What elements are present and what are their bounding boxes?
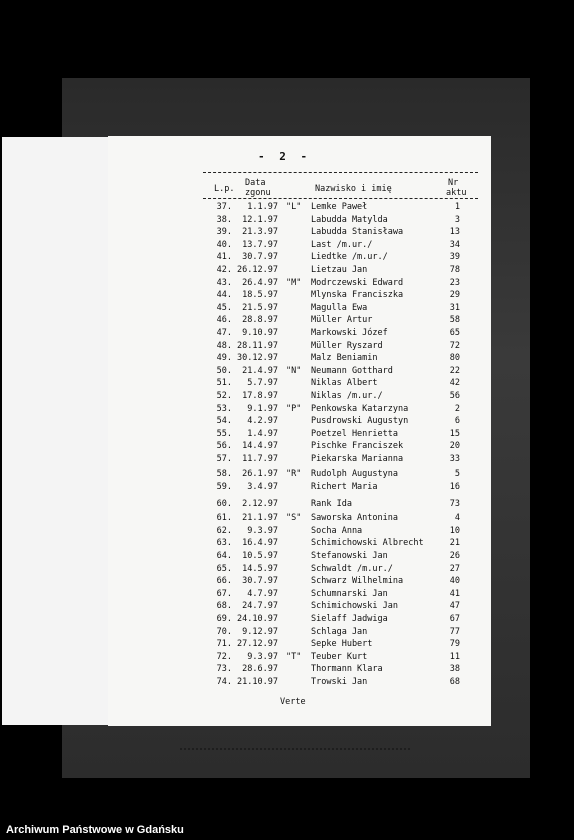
row-act-number: 38	[449, 664, 460, 675]
row-date: 14.4.97	[242, 441, 278, 452]
row-lp: 70.	[216, 626, 232, 637]
row-name: Rank Ida	[311, 498, 352, 509]
row-name: Sielaff Jadwiga	[311, 613, 388, 624]
row-name: Pischke Franciszek	[311, 441, 404, 452]
row-date: 4.7.97	[247, 588, 278, 599]
row-name: Schwarz Wilhelmina	[311, 576, 404, 587]
row-date: 3.4.97	[247, 482, 278, 493]
row-date: 16.4.97	[242, 538, 278, 549]
row-act-number: 27	[449, 563, 460, 574]
row-date: 5.7.97	[247, 378, 278, 389]
row-lp: 54.	[216, 416, 232, 427]
row-lp: 44.	[216, 290, 232, 301]
row-lp: 48.	[216, 340, 232, 351]
table-row	[108, 575, 491, 587]
row-name: Liedtke /m.ur./	[311, 252, 388, 263]
table-row	[108, 340, 491, 352]
row-name: Socha Anna	[311, 525, 363, 536]
row-section-letter: "T"	[286, 651, 302, 662]
header-date-line2: zgonu	[245, 188, 271, 198]
row-lp: 73.	[216, 664, 232, 675]
row-lp: 41.	[216, 252, 232, 263]
row-act-number: 10	[449, 525, 460, 536]
row-date: 24.7.97	[242, 601, 278, 612]
row-name: Schimichowski Albrecht	[311, 538, 424, 549]
table-row	[108, 512, 491, 524]
row-date: 24.10.97	[237, 613, 278, 624]
row-name: Trowski Jan	[311, 676, 368, 687]
row-act-number: 1	[454, 202, 460, 212]
row-date: 27.12.97	[237, 639, 278, 650]
row-act-number: 3	[454, 214, 460, 225]
row-name: Müller Artur	[311, 315, 373, 326]
row-lp: 67.	[216, 588, 232, 599]
table-row	[108, 277, 491, 289]
row-date: 30.12.97	[237, 353, 278, 364]
row-name: Poetzel Henrietta	[311, 428, 398, 439]
row-act-number: 42	[449, 378, 460, 389]
row-date: 1.1.97	[247, 202, 278, 212]
row-name: Piekarska Marianna	[311, 454, 404, 464]
row-lp: 42.	[216, 265, 232, 275]
row-section-letter: "N"	[286, 365, 302, 376]
row-name: Malz Beniamin	[311, 353, 378, 364]
row-act-number: 47	[449, 601, 460, 612]
row-date: 26.12.97	[237, 265, 278, 275]
row-act-number: 13	[449, 227, 460, 238]
table-row	[108, 638, 491, 650]
row-lp: 72.	[216, 651, 232, 662]
row-act-number: 34	[449, 239, 460, 250]
row-date: 28.8.97	[242, 315, 278, 326]
row-lp: 50.	[216, 365, 232, 376]
row-name: Sepke Hubert	[311, 639, 373, 650]
row-date: 17.8.97	[242, 391, 278, 401]
row-lp: 53.	[216, 403, 232, 414]
row-date: 13.7.97	[242, 239, 278, 250]
row-date: 30.7.97	[242, 576, 278, 587]
row-act-number: 40	[449, 576, 460, 587]
row-date: 21.10.97	[237, 676, 278, 687]
row-date: 12.1.97	[242, 214, 278, 225]
table-row	[108, 327, 491, 339]
archive-label: Archiwum Państwowe w Gdańsku	[6, 824, 184, 836]
row-name: Schimichowski Jan	[311, 601, 398, 612]
row-act-number: 33	[449, 454, 460, 464]
adjacent-page-strip	[2, 137, 110, 725]
row-name: Penkowska Katarzyna	[311, 403, 409, 414]
row-act-number: 26	[449, 550, 460, 561]
header-name: Nazwisko i imię	[315, 184, 392, 194]
row-section-letter: "S"	[286, 513, 302, 524]
row-name: Mlynska Franciszka	[311, 290, 404, 301]
table-row	[108, 600, 491, 612]
row-lp: 66.	[216, 576, 232, 587]
row-date: 14.5.97	[242, 563, 278, 574]
table-row	[108, 550, 491, 562]
row-lp: 55.	[216, 428, 232, 439]
row-section-letter: "P"	[286, 403, 302, 414]
row-date: 9.3.97	[247, 651, 278, 662]
row-lp: 65.	[216, 563, 232, 574]
row-date: 21.1.97	[242, 513, 278, 524]
row-act-number: 6	[454, 416, 460, 427]
row-name: Schumnarski Jan	[311, 588, 388, 599]
row-act-number: 23	[449, 277, 460, 288]
table-row	[108, 676, 491, 688]
table-row	[108, 651, 491, 663]
row-name: Schwaldt /m.ur./	[311, 563, 393, 574]
row-date: 26.4.97	[242, 277, 278, 288]
table-row	[108, 663, 491, 675]
row-lp: 39.	[216, 227, 232, 238]
table-row	[108, 377, 491, 389]
header-lp: L.p.	[214, 184, 235, 194]
row-date: 1.4.97	[247, 428, 278, 439]
row-section-letter: "L"	[286, 202, 302, 212]
table-row	[108, 468, 491, 480]
row-lp: 57.	[216, 454, 232, 464]
row-name: Neumann Gotthard	[311, 365, 393, 376]
row-name: Magulla Ewa	[311, 302, 368, 313]
verte-note: Verte	[280, 697, 306, 707]
table-row	[108, 440, 491, 452]
row-date: 26.1.97	[242, 468, 278, 479]
row-lp: 62.	[216, 525, 232, 536]
row-name: Pusdrowski Augustyn	[311, 416, 409, 427]
row-act-number: 79	[449, 639, 460, 650]
row-date: 9.12.97	[242, 626, 278, 637]
row-section-letter: "M"	[286, 277, 302, 288]
row-act-number: 4	[454, 513, 460, 524]
row-act-number: 78	[449, 265, 460, 275]
register-page	[108, 136, 491, 726]
table-row	[108, 588, 491, 600]
row-lp: 58.	[216, 468, 232, 479]
table-row	[108, 314, 491, 326]
row-act-number: 22	[449, 365, 460, 376]
row-lp: 63.	[216, 538, 232, 549]
row-act-number: 72	[449, 340, 460, 351]
table-row	[108, 201, 491, 213]
row-date: 21.4.97	[242, 365, 278, 376]
table-row	[108, 525, 491, 537]
row-act-number: 41	[449, 588, 460, 599]
row-act-number: 29	[449, 290, 460, 301]
row-lp: 56.	[216, 441, 232, 452]
table-row	[108, 428, 491, 440]
row-name: Saworska Antonina	[311, 513, 398, 524]
row-name: Niklas /m.ur./	[311, 391, 383, 401]
row-act-number: 11	[449, 651, 460, 662]
row-act-number: 15	[449, 428, 460, 439]
row-lp: 51.	[216, 378, 232, 389]
row-date: 21.5.97	[242, 302, 278, 313]
row-date: 18.5.97	[242, 290, 278, 301]
row-lp: 40.	[216, 239, 232, 250]
table-row	[108, 352, 491, 364]
row-lp: 68.	[216, 601, 232, 612]
row-date: 10.5.97	[242, 550, 278, 561]
table-row	[108, 563, 491, 575]
row-lp: 45.	[216, 302, 232, 313]
row-act-number: 21	[449, 538, 460, 549]
page-number: - 2 -	[258, 150, 312, 163]
row-act-number: 68	[449, 676, 460, 687]
row-date: 28.6.97	[242, 664, 278, 675]
table-row	[108, 390, 491, 402]
row-lp: 37.	[216, 202, 232, 212]
row-act-number: 31	[449, 302, 460, 313]
row-lp: 43.	[216, 277, 232, 288]
row-name: Lemke Paweł	[311, 202, 368, 212]
row-lp: 52.	[216, 391, 232, 401]
table-row	[108, 264, 491, 276]
table-row	[108, 214, 491, 226]
row-name: Labudda Matylda	[311, 214, 388, 225]
row-date: 11.7.97	[242, 454, 278, 464]
row-act-number: 56	[449, 391, 460, 401]
row-act-number: 16	[449, 482, 460, 493]
row-name: Last /m.ur./	[311, 239, 373, 250]
row-date: 2.12.97	[242, 498, 278, 509]
row-date: 9.10.97	[242, 328, 278, 338]
header-date-line1: Data	[245, 178, 266, 188]
row-date: 4.2.97	[247, 416, 278, 427]
row-act-number: 39	[449, 252, 460, 263]
row-lp: 47.	[216, 328, 232, 338]
row-name: Niklas Albert	[311, 378, 378, 389]
table-row	[108, 239, 491, 251]
row-lp: 69.	[216, 613, 232, 624]
row-lp: 64.	[216, 550, 232, 561]
table-row	[108, 626, 491, 638]
table-row	[108, 302, 491, 314]
row-act-number: 58	[449, 315, 460, 326]
table-row	[108, 415, 491, 427]
row-lp: 60.	[216, 498, 232, 509]
row-name: Rudolph Augustyna	[311, 468, 398, 479]
row-act-number: 73	[449, 498, 460, 509]
row-lp: 38.	[216, 214, 232, 225]
row-name: Modrczewski Edward	[311, 277, 404, 288]
row-name: Markowski Józef	[311, 328, 388, 338]
header-rule-top	[203, 172, 478, 173]
table-row	[108, 365, 491, 377]
row-section-letter: "R"	[286, 468, 302, 479]
row-lp: 74.	[216, 676, 232, 687]
row-act-number: 80	[449, 353, 460, 364]
row-name: Stefanowski Jan	[311, 550, 388, 561]
row-date: 9.1.97	[247, 403, 278, 414]
table-row	[108, 498, 491, 510]
row-lp: 61.	[216, 513, 232, 524]
header-rule-bottom	[203, 198, 478, 199]
row-name: Schlaga Jan	[311, 626, 368, 637]
table-row	[108, 537, 491, 549]
row-date: 21.3.97	[242, 227, 278, 238]
faded-back-text	[180, 748, 410, 756]
row-date: 28.11.97	[237, 340, 278, 351]
row-date: 30.7.97	[242, 252, 278, 263]
table-row	[108, 481, 491, 493]
row-name: Labudda Stanisława	[311, 227, 404, 238]
header-nr-line1: Nr	[448, 178, 459, 188]
row-lp: 46.	[216, 315, 232, 326]
row-act-number: 5	[454, 468, 460, 479]
table-row	[108, 613, 491, 625]
row-lp: 59.	[216, 482, 232, 493]
footer-bar	[0, 810, 574, 840]
table-row	[108, 453, 491, 465]
row-name: Thormann Klara	[311, 664, 383, 675]
row-lp: 49.	[216, 353, 232, 364]
row-act-number: 2	[454, 403, 460, 414]
row-name: Richert Maria	[311, 482, 378, 493]
table-row	[108, 226, 491, 238]
row-name: Müller Ryszard	[311, 340, 383, 351]
row-act-number: 77	[449, 626, 460, 637]
table-row	[108, 403, 491, 415]
row-act-number: 67	[449, 613, 460, 624]
row-name: Teuber Kurt	[311, 651, 368, 662]
row-name: Lietzau Jan	[311, 265, 368, 275]
table-row	[108, 251, 491, 263]
row-lp: 71.	[216, 639, 232, 650]
header-nr-line2: aktu	[446, 188, 467, 198]
table-row	[108, 289, 491, 301]
row-act-number: 20	[449, 441, 460, 452]
row-date: 9.3.97	[247, 525, 278, 536]
row-act-number: 65	[449, 328, 460, 338]
